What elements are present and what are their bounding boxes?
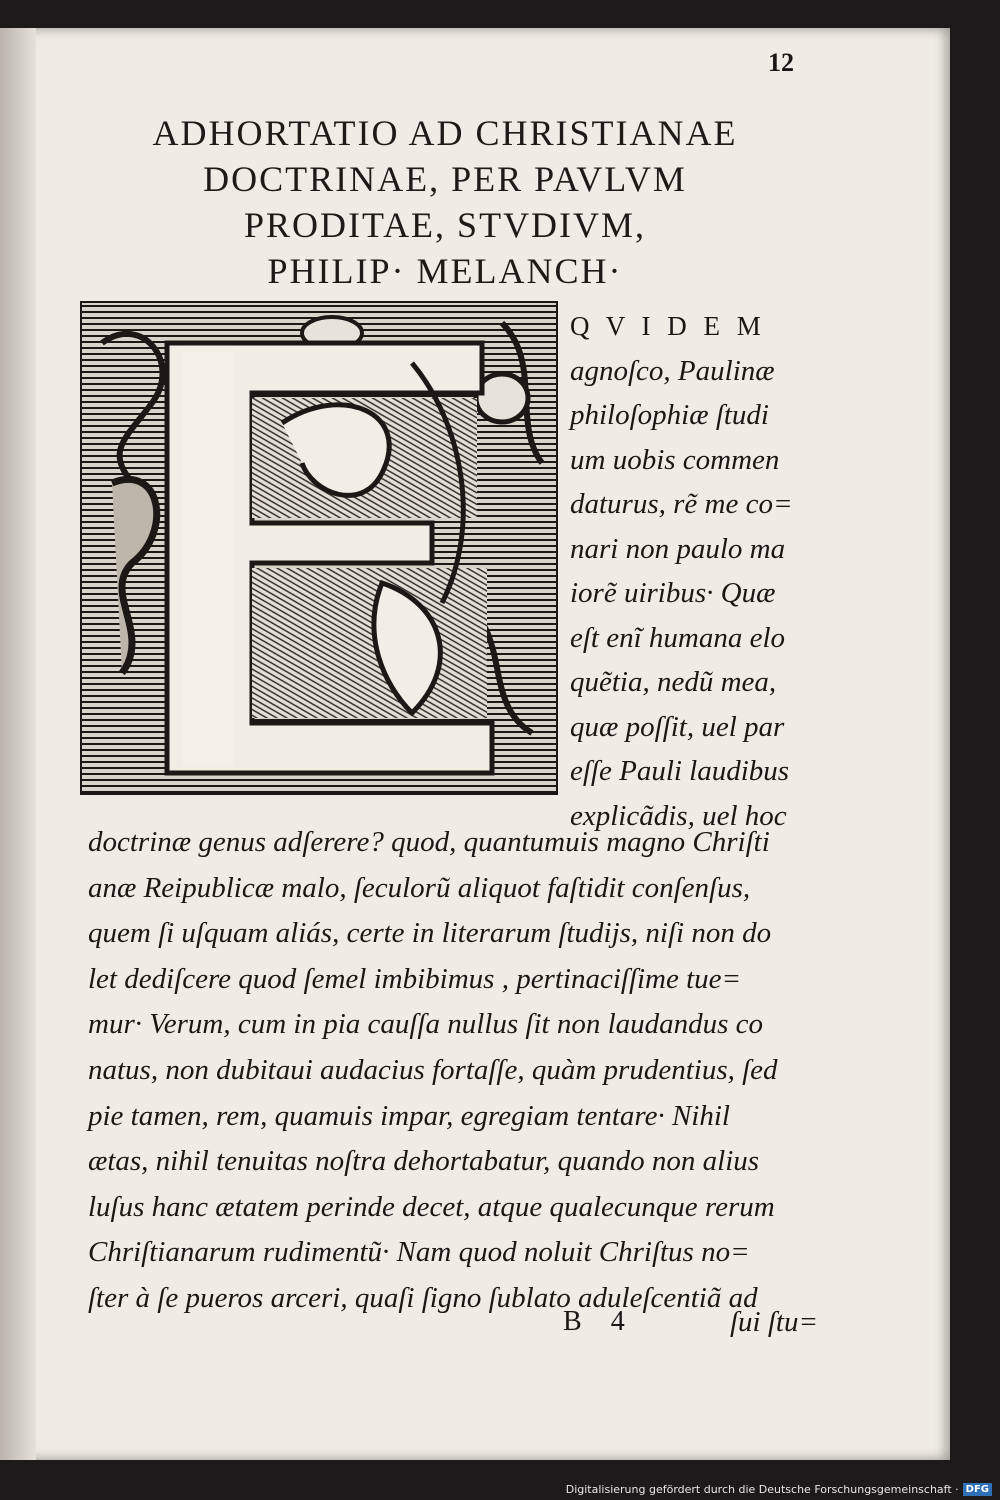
signature-letter: B <box>563 1306 585 1337</box>
text-line: Q V I D E M <box>570 311 766 341</box>
body-text-block <box>88 820 828 1322</box>
text-line: eſſe Pauli laudibus <box>570 755 790 787</box>
page-number: 12 <box>768 48 794 77</box>
text-line: doctrinæ genus adſerere? quod, quantumuis magno Chriſti <box>88 826 770 858</box>
dfg-logo-icon: DFG <box>963 1483 992 1496</box>
text-line: quæ poſſit, uel par <box>570 710 785 743</box>
side-text-column <box>570 304 832 838</box>
text-line: luſus hanc ætatem perinde decet, atque qualecunque rerum <box>88 1190 775 1223</box>
title-line: ADHORTATIO AD CHRISTIANAE <box>152 113 738 153</box>
text-line: natus, non dubitaui audacius fortaſſe, quàm prudentius, ſed <box>88 1053 778 1086</box>
title-line: PRODITAE, STVDIVM, <box>243 205 647 245</box>
page-gutter-shadow <box>0 28 36 1460</box>
text-line: let dediſcere quod ſemel imbibimus , pertinaciſſime tue= <box>88 962 742 995</box>
text-line: iorẽ uiribus· Quæ <box>570 577 776 609</box>
decorated-initial <box>80 301 558 795</box>
text-line: um uobis commen <box>570 443 780 476</box>
woodcut-initial-illustration <box>82 303 556 793</box>
title-line: DOCTRINAE, PER PAVLVM <box>203 159 687 199</box>
text-line: quem ſi uſquam aliás, certe in literarum ſtudijs, niſi non do <box>88 917 772 950</box>
text-line: pie tamen, rem, quamuis impar, egregiam tentare· Nihil <box>88 1099 730 1132</box>
text-line: agnoſco, Paulinæ <box>570 354 775 387</box>
text-line: explicãdis, uel hoc <box>570 799 787 832</box>
catchword: ſui ſtu= <box>730 1306 819 1338</box>
text-line: anæ Reipublicæ malo, ſeculorũ aliquot faſtidit conſenſus, <box>88 871 751 904</box>
signature-number: 4 <box>610 1306 628 1337</box>
text-line: ſter à ſe pueros arceri, quaſi ſigno ſublato aduleſcentiã ad <box>88 1281 758 1314</box>
title-line: PHILIP· MELANCH· <box>267 251 623 291</box>
digitization-credit <box>566 1483 992 1496</box>
page-title <box>60 110 830 294</box>
credit-text: Digitalisierung gefördert durch die Deutsche Forschungsgemeinschaft · <box>565 1483 959 1496</box>
text-line: nari non paulo ma <box>570 532 786 565</box>
text-line: philoſophiæ ſtudi <box>570 399 769 431</box>
text-line: Chriſtianarum rudimentũ· Nam quod noluit Chriſtus no= <box>88 1236 750 1269</box>
text-line: mur· Verum, cum in pia cauſſa nullus ſit non laudandus co <box>88 1008 764 1041</box>
text-line: eſt enĩ humana elo <box>570 621 786 654</box>
text-line: quẽtia, nedũ mea, <box>570 666 777 698</box>
text-line: ætas, nihil tenuitas noſtra dehortabatur, quando non alius <box>88 1145 760 1178</box>
book-page <box>0 28 950 1460</box>
text-line: daturus, rẽ me co= <box>570 488 793 520</box>
signature-mark <box>563 1306 654 1338</box>
